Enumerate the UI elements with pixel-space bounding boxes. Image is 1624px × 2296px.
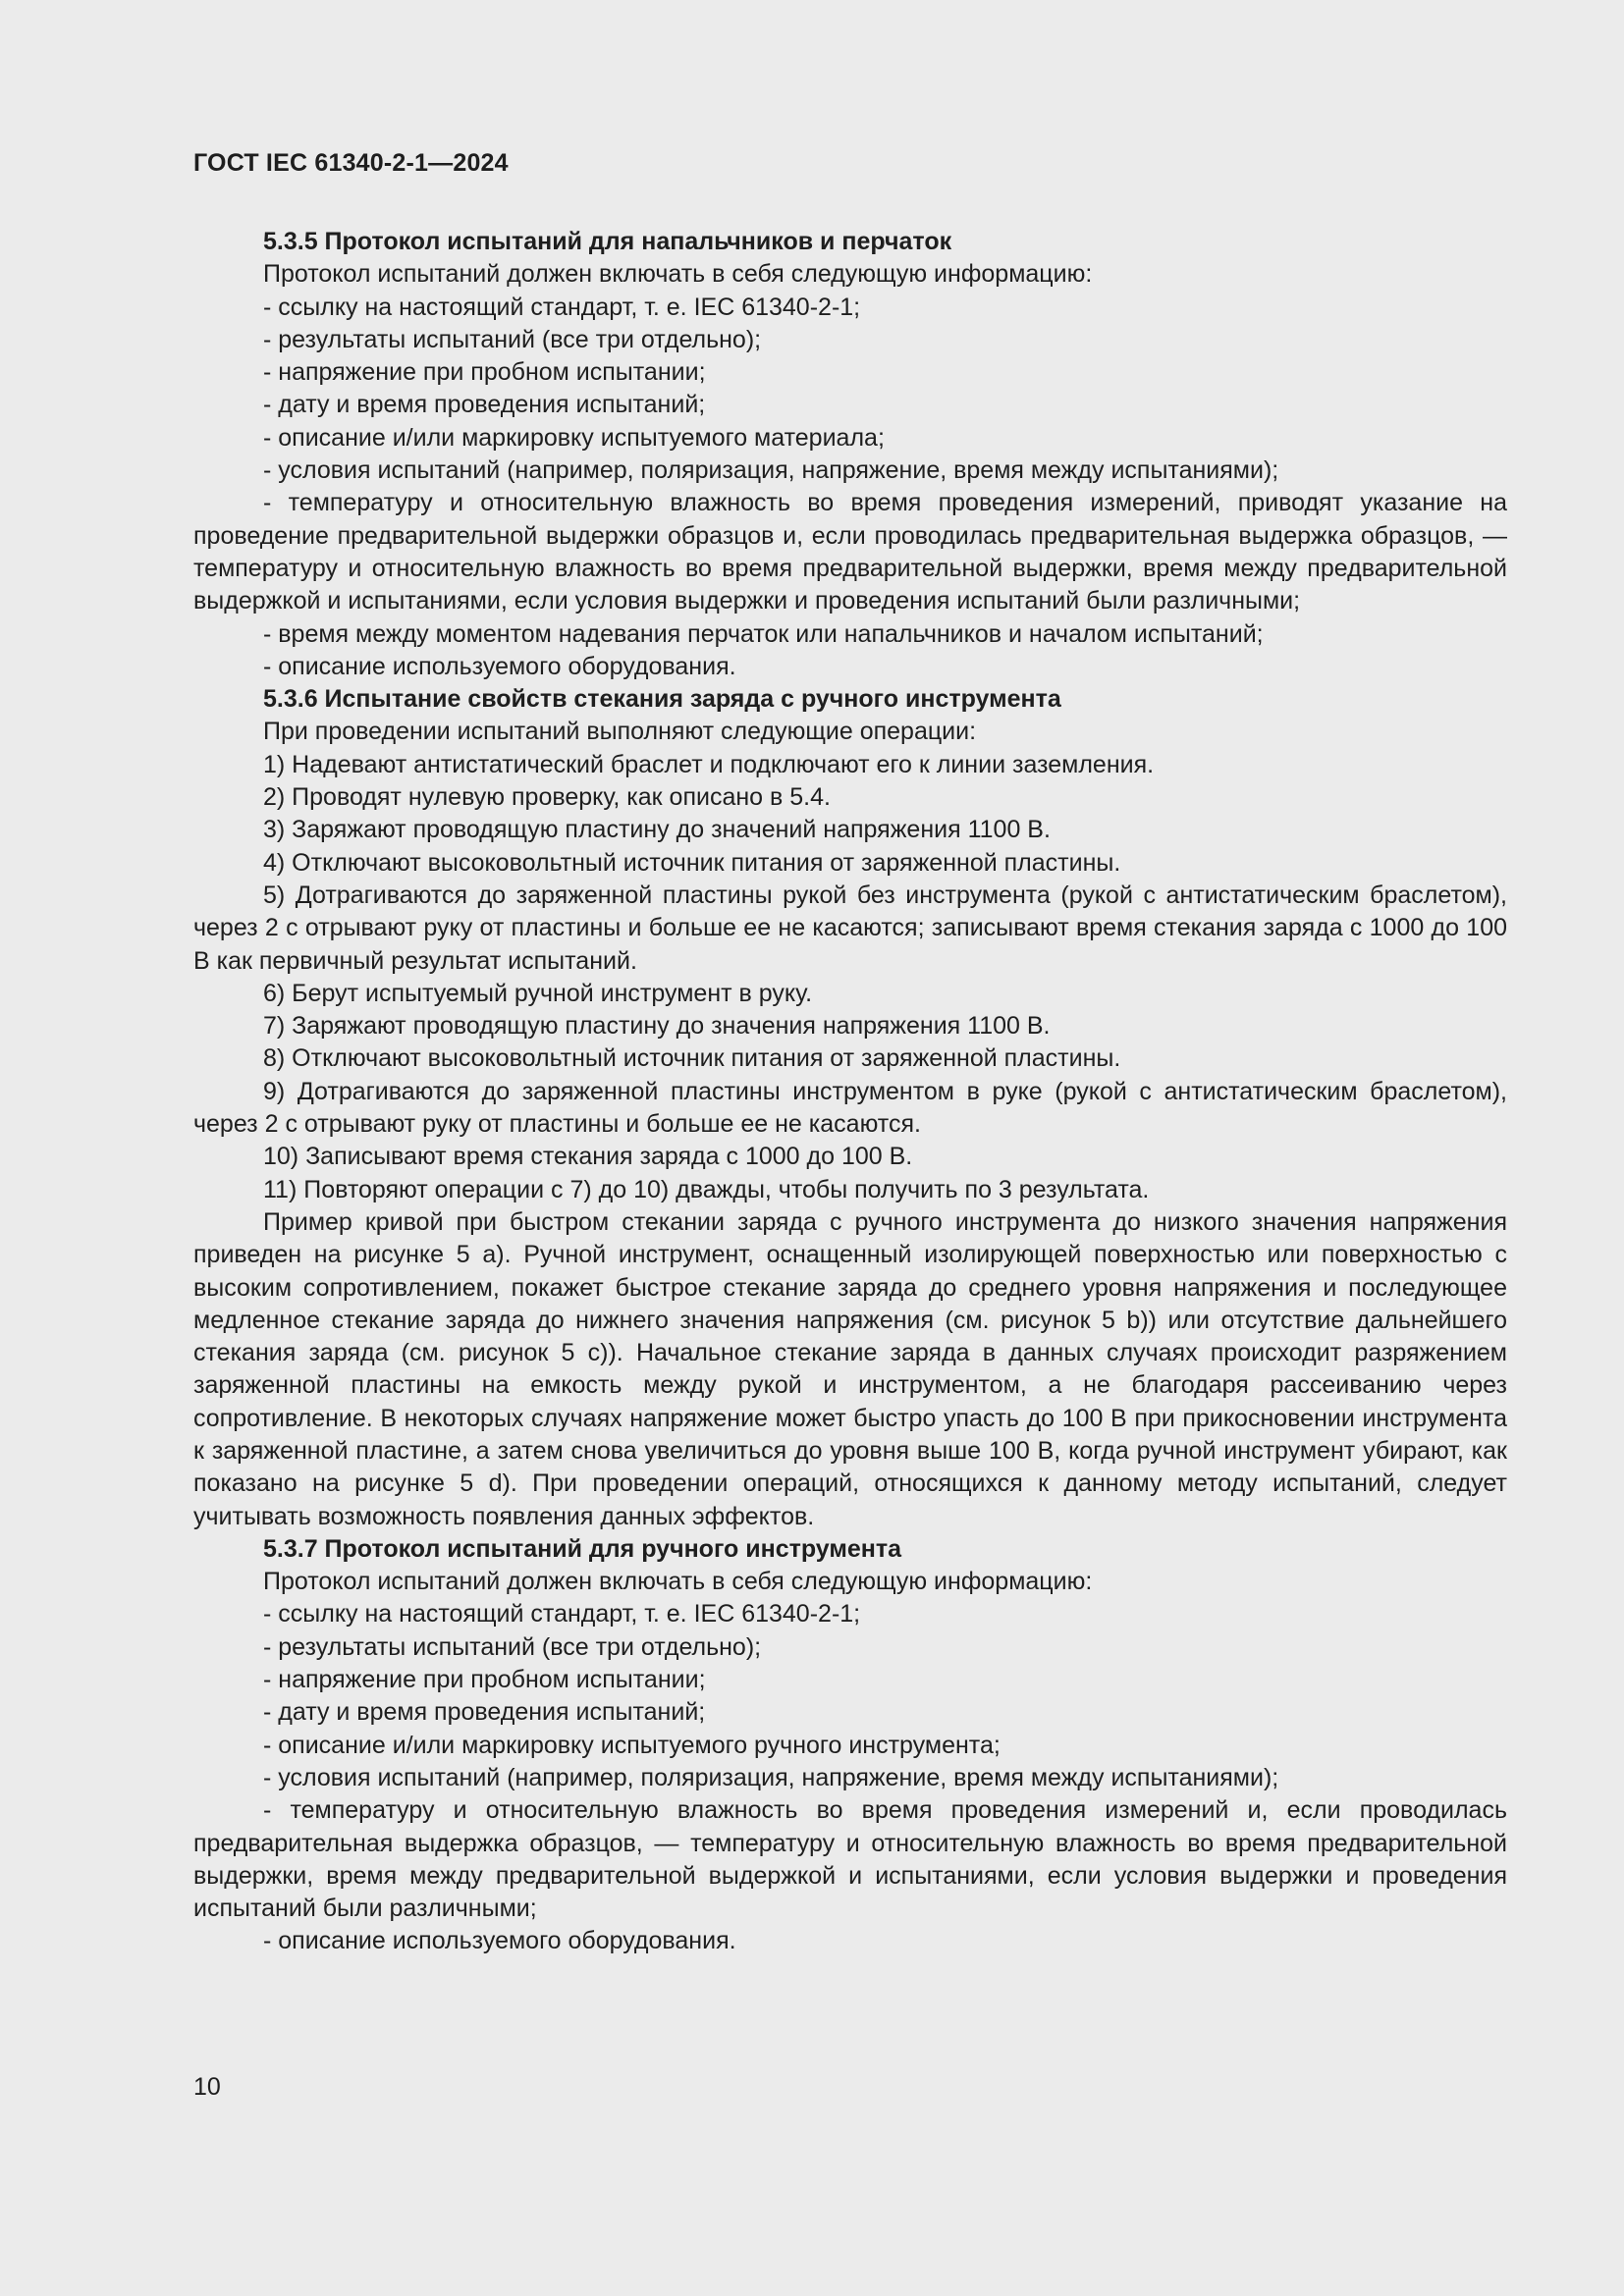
paragraph: Протокол испытаний должен включать в себя следующую информацию:: [263, 260, 1093, 289]
list-item: - ссылку на настоящий стандарт, т. е. IEC 61340-2-1;: [263, 293, 861, 321]
numbered-step: 4) Отключают высоковольтный источник питания от заряженной пластины.: [263, 848, 1121, 877]
paragraph: Протокол испытаний должен включать в себя следующую информацию:: [263, 1568, 1093, 1596]
numbered-step: 9) Дотрагиваются до заряженной пластины инструментом в руке (рукой с антистатическим браслетом), через 2 с отрывают руку от пластины и больше ее не касаются.: [193, 1077, 1507, 1139]
list-item: - результаты испытаний (все три отдельно);: [263, 1632, 762, 1661]
list-item: - температуру и относительную влажность во время проведения измерений и, если проводилась предварительная выдержка образцов, — температуру и относительную влажность во время предварительной выдержки, время между предварительной выдержкой и испытаниями, если условия выдержки и проведения испытаний были различными;: [193, 1796, 1507, 1923]
section-heading: 5.3.7 Протокол испытаний для ручного инструмента: [263, 1534, 902, 1563]
list-item: - описание и/или маркировку испытуемого ручного инструмента;: [263, 1731, 1001, 1759]
list-item: - условия испытаний (например, поляризация, напряжение, время между испытаниями);: [263, 1763, 1279, 1791]
list-item: - описание используемого оборудования.: [263, 652, 736, 680]
paragraph: При проведении испытаний выполняют следующие операции:: [263, 718, 977, 746]
list-item: - описание и/или маркировку испытуемого материала;: [263, 423, 885, 452]
numbered-step: 11) Повторяют операции с 7) до 10) дважды, чтобы получить по 3 результата.: [263, 1175, 1150, 1203]
numbered-step: 6) Берут испытуемый ручной инструмент в руку.: [263, 979, 813, 1007]
list-item: - время между моментом надевания перчаток или напальчников и началом испытаний;: [263, 619, 1264, 648]
list-item: - напряжение при пробном испытании;: [263, 1666, 706, 1694]
section-heading: 5.3.6 Испытание свойств стекания заряда с ручного инструмента: [263, 685, 1061, 714]
document-body: [193, 226, 1507, 1958]
list-item: - условия испытаний (например, поляризация, напряжение, время между испытаниями);: [263, 456, 1279, 485]
list-item: - температуру и относительную влажность во время проведения измерений, приводят указание на проведение предварительной выдержки образцов и, если проводилась предварительная выдержка образцов, — температуру и относительную влажность во время предварительной выдержки, время между предварительной выдержкой и испытаниями, если условия выдержки и проведения испытаний были различными;: [193, 489, 1507, 615]
list-item: - дату и время проведения испытаний;: [263, 391, 706, 419]
document-header: ГОСТ IEC 61340-2-1—2024: [193, 149, 509, 177]
numbered-step: 1) Надевают антистатический браслет и подключают его к линии заземления.: [263, 750, 1155, 778]
list-item: - напряжение при пробном испытании;: [263, 358, 706, 387]
list-item: - ссылку на настоящий стандарт, т. е. IEC 61340-2-1;: [263, 1600, 861, 1629]
section-heading: 5.3.5 Протокол испытаний для напальчников и перчаток: [263, 228, 952, 255]
paragraph: Пример кривой при быстром стекании заряда с ручного инструмента до низкого значения напряжения приведен на рисунке 5 а). Ручной инструмент, оснащенный изолирующей поверхностью или поверхностью с высоким сопротивлением, покажет быстрое стекание заряда до среднего уровня напряжения и последующее медленное стекание заряда до нижнего значения напряжения (см. рисунок 5 b)) или отсутствие дальнейшего стекания заряда (см. рисунок 5 с)). Начальное стекание заряда в данных случаях происходит разряжением заряженной пластины на емкость между рукой и инструментом, а не благодаря рассеиванию через сопротивление. В некоторых случаях напряжение может быстро упасть до 100 В при прикосновении инструмента к заряженной пластине, а затем снова увеличиться до уровня выше 100 В, когда ручной инструмент убирают, как показано на рисунке 5 d). При проведении операций, относящихся к данному методу испытаний, следует учитывать возможность появления данных эффектов.: [193, 1207, 1507, 1530]
numbered-step: 5) Дотрагиваются до заряженной пластины рукой без инструмента (рукой с антистатическим браслетом), через 2 с отрывают руку от пластины и больше ее не касаются; записывают время стекания заряда с 1000 до 100 В как первичный результат испытаний.: [193, 881, 1507, 975]
numbered-step: 3) Заряжают проводящую пластину до значений напряжения 1100 В.: [263, 816, 1051, 844]
numbered-step: 8) Отключают высоковольтный источник питания от заряженной пластины.: [263, 1044, 1121, 1073]
numbered-step: 2) Проводят нулевую проверку, как описано в 5.4.: [263, 783, 831, 812]
list-item: - описание используемого оборудования.: [263, 1927, 736, 1955]
list-item: - результаты испытаний (все три отдельно);: [263, 325, 762, 353]
page-number: 10: [193, 2073, 221, 2101]
numbered-step: 10) Записывают время стекания заряда с 1000 до 100 В.: [263, 1143, 913, 1171]
numbered-step: 7) Заряжают проводящую пластину до значения напряжения 1100 В.: [263, 1012, 1051, 1041]
list-item: - дату и время проведения испытаний;: [263, 1698, 706, 1727]
